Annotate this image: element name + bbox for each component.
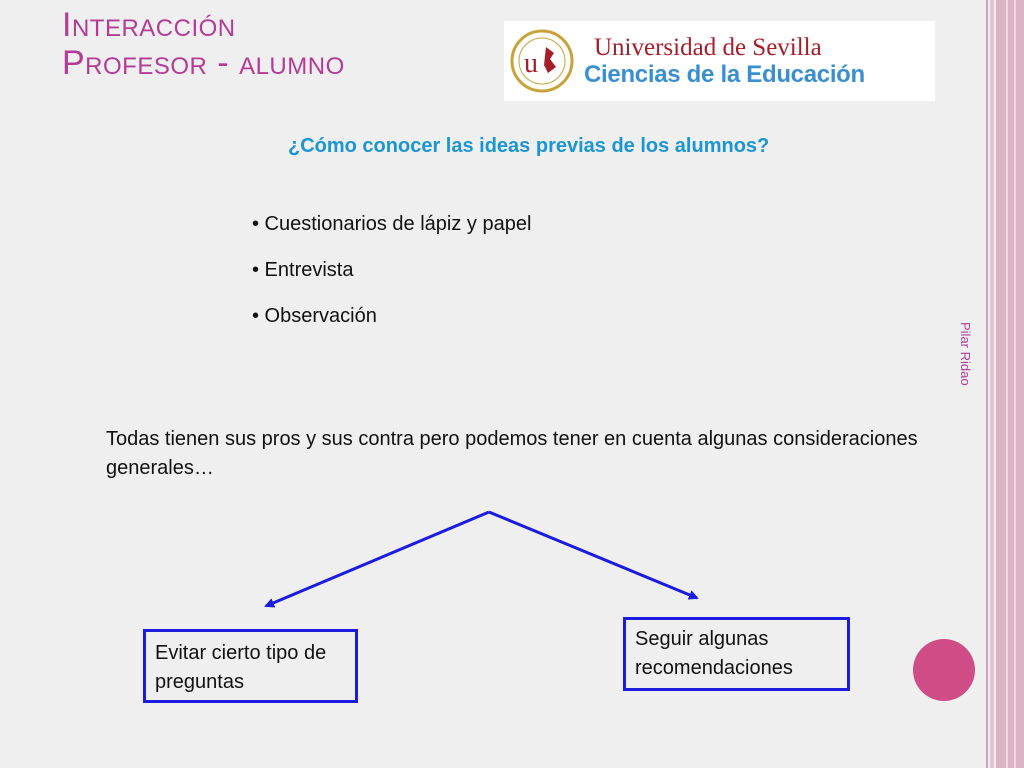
logo-institution-text: Universidad de Sevilla bbox=[594, 34, 822, 61]
considerations-paragraph: Todas tienen sus pros y sus contra pero podemos tener en cuenta algunas consideraciones generales… bbox=[106, 428, 918, 479]
list-item: • Cuestionarios de lápiz y papel bbox=[252, 213, 532, 235]
list-item: • Observación bbox=[252, 305, 377, 327]
arrow-left bbox=[266, 512, 489, 606]
author-label: Pilar Ridao bbox=[958, 322, 973, 386]
question-heading: ¿Cómo conocer las ideas previas de los alumnos? bbox=[288, 135, 770, 157]
title-line-2: Profesor - alumno bbox=[62, 44, 345, 82]
arrow-right bbox=[489, 512, 697, 598]
title-line-1: Interacción bbox=[62, 6, 236, 44]
svg-text:u: u bbox=[524, 48, 538, 79]
logo-faculty-text: Ciencias de la Educación bbox=[584, 61, 865, 88]
list-item: • Entrevista bbox=[252, 259, 354, 281]
box-avoid-questions: Evitar cierto tipo de preguntas bbox=[143, 629, 358, 703]
decorative-circle bbox=[913, 639, 975, 701]
box-follow-recommendations: Seguir algunas recomendaciones bbox=[623, 617, 850, 691]
